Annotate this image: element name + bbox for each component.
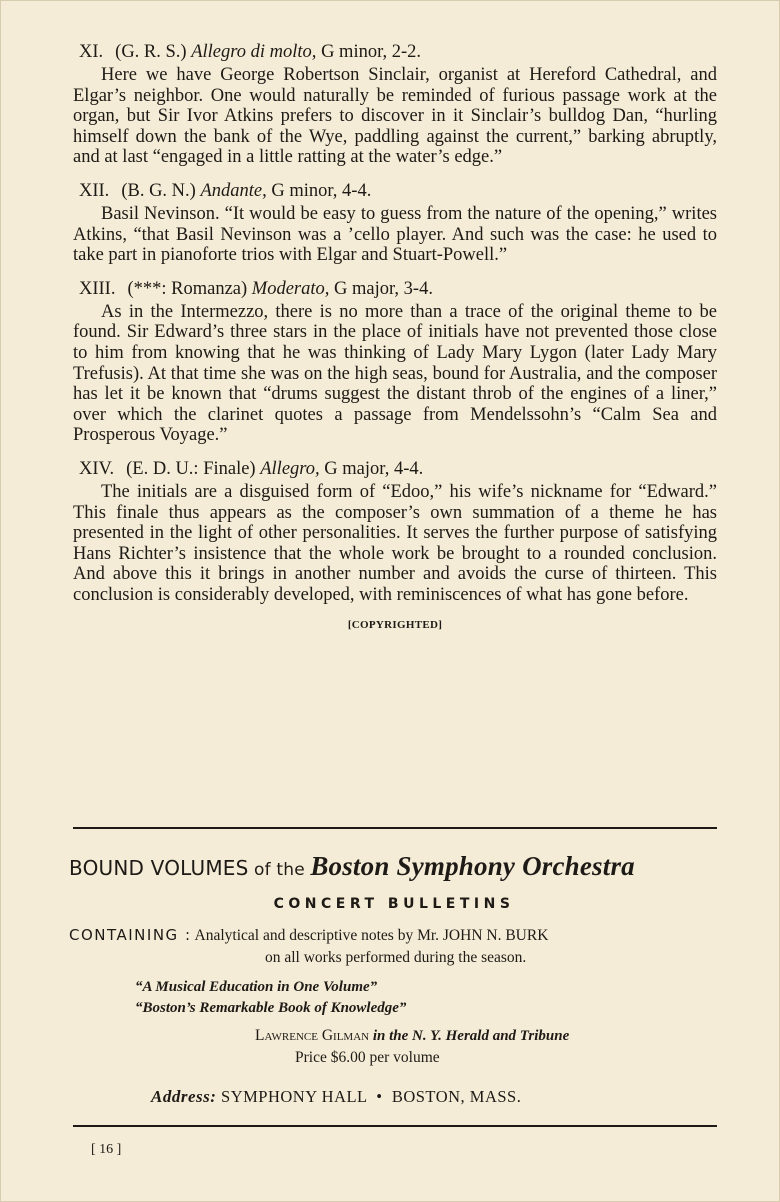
variation-heading (79, 41, 717, 63)
variation-tempo: Moderato, (251, 278, 330, 299)
variation-key: G minor, 2-2. (321, 42, 422, 62)
ad-quote: “A Musical Education in One Volume” (135, 979, 378, 995)
ad-orchestra-name: Boston Symphony Orchestra (310, 851, 635, 881)
variation-label: (E. D. U.: Finale) (126, 458, 256, 479)
ad-address-hall: SYMPHONY HALL (221, 1087, 368, 1106)
variation-text: Basil Nevinson. “It would be easy to guess from the nature of the opening,” writes Atkins, “that Basil Nevinson was a ’cello player. And such was the case: he used to take part in pianoforte trios with Elgar and Stuart-Powell.” (73, 203, 717, 266)
variation-text: Here we have George Robertson Sinclair, organist at Hereford Cathedral, and Elgar’s neighbor. One would naturally be reminded of furious passage work at the organ, but Sir Ivor Atkins prefers to discover in it Sinclair’s bulldog Dan, “hurling himself down the bank of the Wye, paddling against the current,” barking abruptly, and at last “engaged in a little ratting at the water’s edge.” (73, 65, 717, 168)
ad-price: Price $6.00 per volume (295, 1049, 440, 1066)
variation-entry-xiv (73, 458, 717, 606)
ad-containing-line2: on all works performed during the season. (265, 949, 527, 966)
ad-containing-line1: Analytical and descriptive notes by Mr. JOHN N. BURK (194, 927, 549, 944)
bound-volumes-advertisement (69, 851, 719, 1107)
ad-headline (69, 851, 719, 882)
variation-entry-xii (73, 180, 717, 266)
ad-quote: “Boston’s Remarkable Book of Knowledge” (135, 1000, 407, 1016)
ad-quotes (135, 977, 719, 1019)
ad-concert-bulletins: CONCERT BULLETINS (273, 896, 515, 912)
variation-number: XIV. (79, 458, 115, 479)
variation-entry-xi (73, 41, 717, 168)
divider-rule (73, 1125, 717, 1127)
ad-attribution (255, 1025, 719, 1047)
ad-critic-name: Lawrence Gilman (255, 1027, 370, 1044)
variation-label: (G. R. S.) (115, 42, 187, 62)
variation-label: (***: Romanza) (127, 278, 248, 299)
ad-address-label: Address: (151, 1087, 217, 1106)
copyright-notice: [COPYRIGHTED] (347, 619, 443, 632)
ad-publication: in the N. Y. Herald and Tribune (372, 1028, 570, 1044)
variation-number: XIII. (79, 278, 116, 299)
ad-of-the: of the (253, 860, 305, 880)
ad-address (151, 1087, 719, 1107)
ad-containing-label: CONTAINING : (69, 926, 192, 944)
variation-key: G major, 3-4. (334, 278, 433, 299)
ad-bound-volumes: BOUND VOLUMES (69, 856, 249, 880)
variation-key: G major, 4-4. (324, 458, 424, 479)
variation-heading (79, 458, 717, 480)
variation-number: XII. (79, 180, 110, 201)
variation-key: G minor, 4-4. (271, 180, 372, 201)
program-notes (73, 41, 717, 631)
ad-containing (69, 924, 719, 969)
variation-label: (B. G. N.) (121, 180, 196, 201)
variation-entry-xiii (73, 278, 717, 446)
variation-tempo: Allegro di molto, (191, 42, 317, 62)
variation-heading (79, 278, 717, 300)
variation-text: The initials are a disguised form of “Edoo,” his wife’s nickname for “Edward.” This finale thus appears as the composer’s own summation of a theme he has presented in the light of other personalities. It serves the further purpose of satisfying Hans Richter’s insistence that the whole work be brought to a rounded conclusion. And above this it brings in another number and avoids the curse of thirteen. This conclusion is considerably developed, with reminiscences of what has gone before. (73, 481, 717, 605)
variation-tempo: Allegro, (260, 458, 320, 479)
variation-heading (79, 180, 717, 202)
divider-rule (73, 827, 717, 829)
ad-address-bullet: • (376, 1087, 383, 1106)
page-number: [ 16 ] (91, 1142, 122, 1157)
variation-text: As in the Intermezzo, there is no more than a trace of the original theme to be found. Sir Edward’s three stars in the place of initials have not prevented those close to him from knowing that he was thinking of Lady Mary Lygon (later Lady Mary Trefusis). At that time she was on the high seas, bound for Australia, and the composer has let it be known that “drums suggest the distant throb of the engines of a liner,” over which the clarinet quotes a passage from Mendelssohn’s “Calm Sea and Prosperous Voyage.” (73, 301, 717, 446)
variation-number: XI. (79, 42, 104, 62)
variation-tempo: Andante, (200, 180, 267, 201)
ad-address-city: BOSTON, MASS. (391, 1087, 522, 1106)
